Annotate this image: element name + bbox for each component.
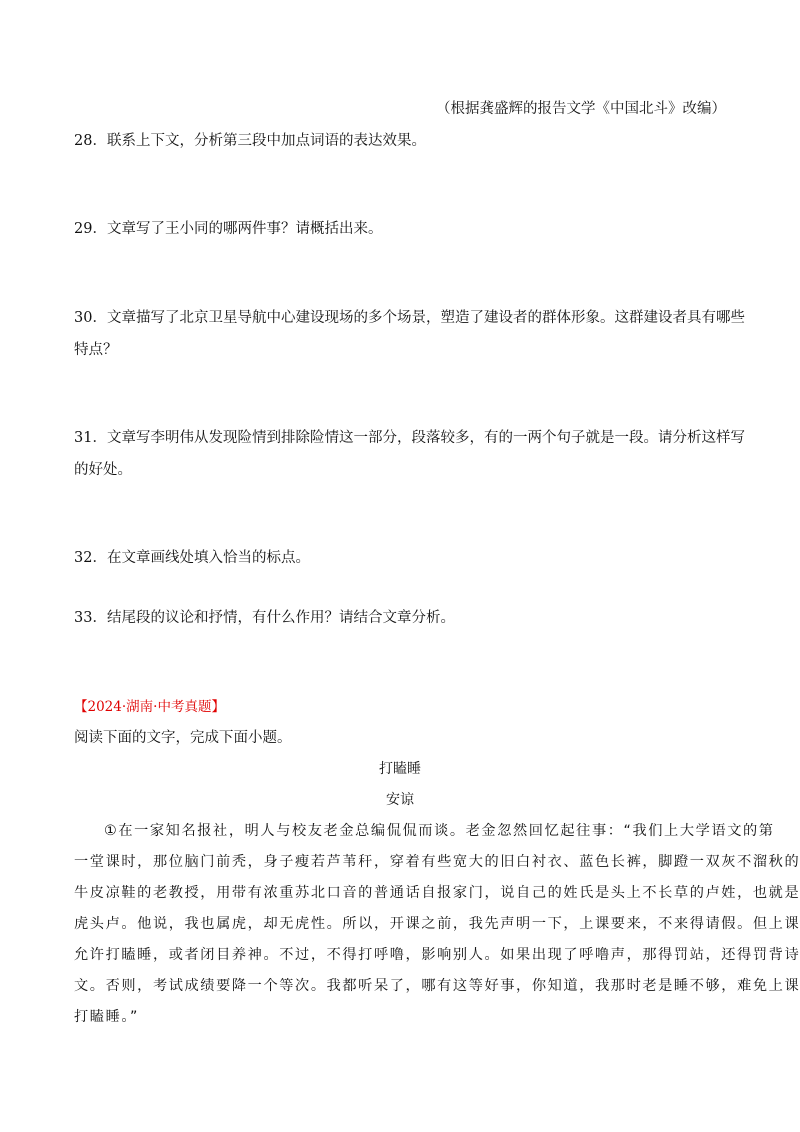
question-31-line-2: 的好处。 xyxy=(74,462,132,478)
question-28: 28．联系上下文，分析第三段中加点词语的表达效果。 xyxy=(74,133,426,149)
question-29: 29．文章写了王小同的哪两件事？请概括出来。 xyxy=(74,221,383,237)
reading-instruction: 阅读下面的文字，完成下面小题。 xyxy=(74,730,292,746)
paragraph-line: 一堂课时，那位脑门前秃，身子瘦若芦苇秆，穿着有些宽大的旧白衬衣、蓝色长裤，脚蹬一双灰不溜秋的 xyxy=(74,854,800,870)
question-30-line-2: 特点？ xyxy=(74,342,118,358)
source-note: （根据龚盛辉的报告文学《中国北斗》改编） xyxy=(436,101,726,117)
paragraph-line: 打瞌睡。” xyxy=(74,1009,140,1025)
question-32: 32．在文章画线处填入恰当的标点。 xyxy=(74,550,310,566)
article-author: 安谅 xyxy=(386,792,414,808)
question-33: 33．结尾段的议论和抒情，有什么作用？请结合文章分析。 xyxy=(74,610,455,626)
article-paragraph-1 xyxy=(74,816,800,1033)
paragraph-line: 牛皮凉鞋的老教授，用带有浓重苏北口音的普通话自报家门，说自己的姓氏是头上不长草的卢姓，也就是 xyxy=(74,885,800,901)
article-title: 打瞌睡 xyxy=(379,761,421,777)
paragraph-line: 文。否则，考试成绩要降一个等次。我都听呆了，哪有这等好事，你知道，我那时老是睡不够，难免上课 xyxy=(74,978,800,994)
paragraph-line: ①在一家知名报社，明人与校友老金总编侃侃而谈。老金忽然回忆起往事：“我们上大学语文的第 xyxy=(104,823,775,839)
paragraph-line: 虎头卢。他说，我也属虎，却无虎性。所以，开课之前，我先声明一下，上课要来，不来得请假。但上课 xyxy=(74,916,800,932)
paragraph-line: 允许打瞌睡，或者闭目养神。不过，不得打呼噜，影响别人。如果出现了呼噜声，那得罚站，还得罚背诗 xyxy=(74,947,800,963)
question-30-line-1: 30．文章描写了北京卫星导航中心建设现场的多个场景，塑造了建设者的群体形象。这群建设者具有哪些 xyxy=(74,310,745,326)
section-tag: 【2024·湖南·中考真题】 xyxy=(74,699,225,715)
question-31-line-1: 31．文章写李明伟从发现险情到排除险情这一部分，段落较多，有的一两个句子就是一段。请分析这样写 xyxy=(74,430,745,446)
